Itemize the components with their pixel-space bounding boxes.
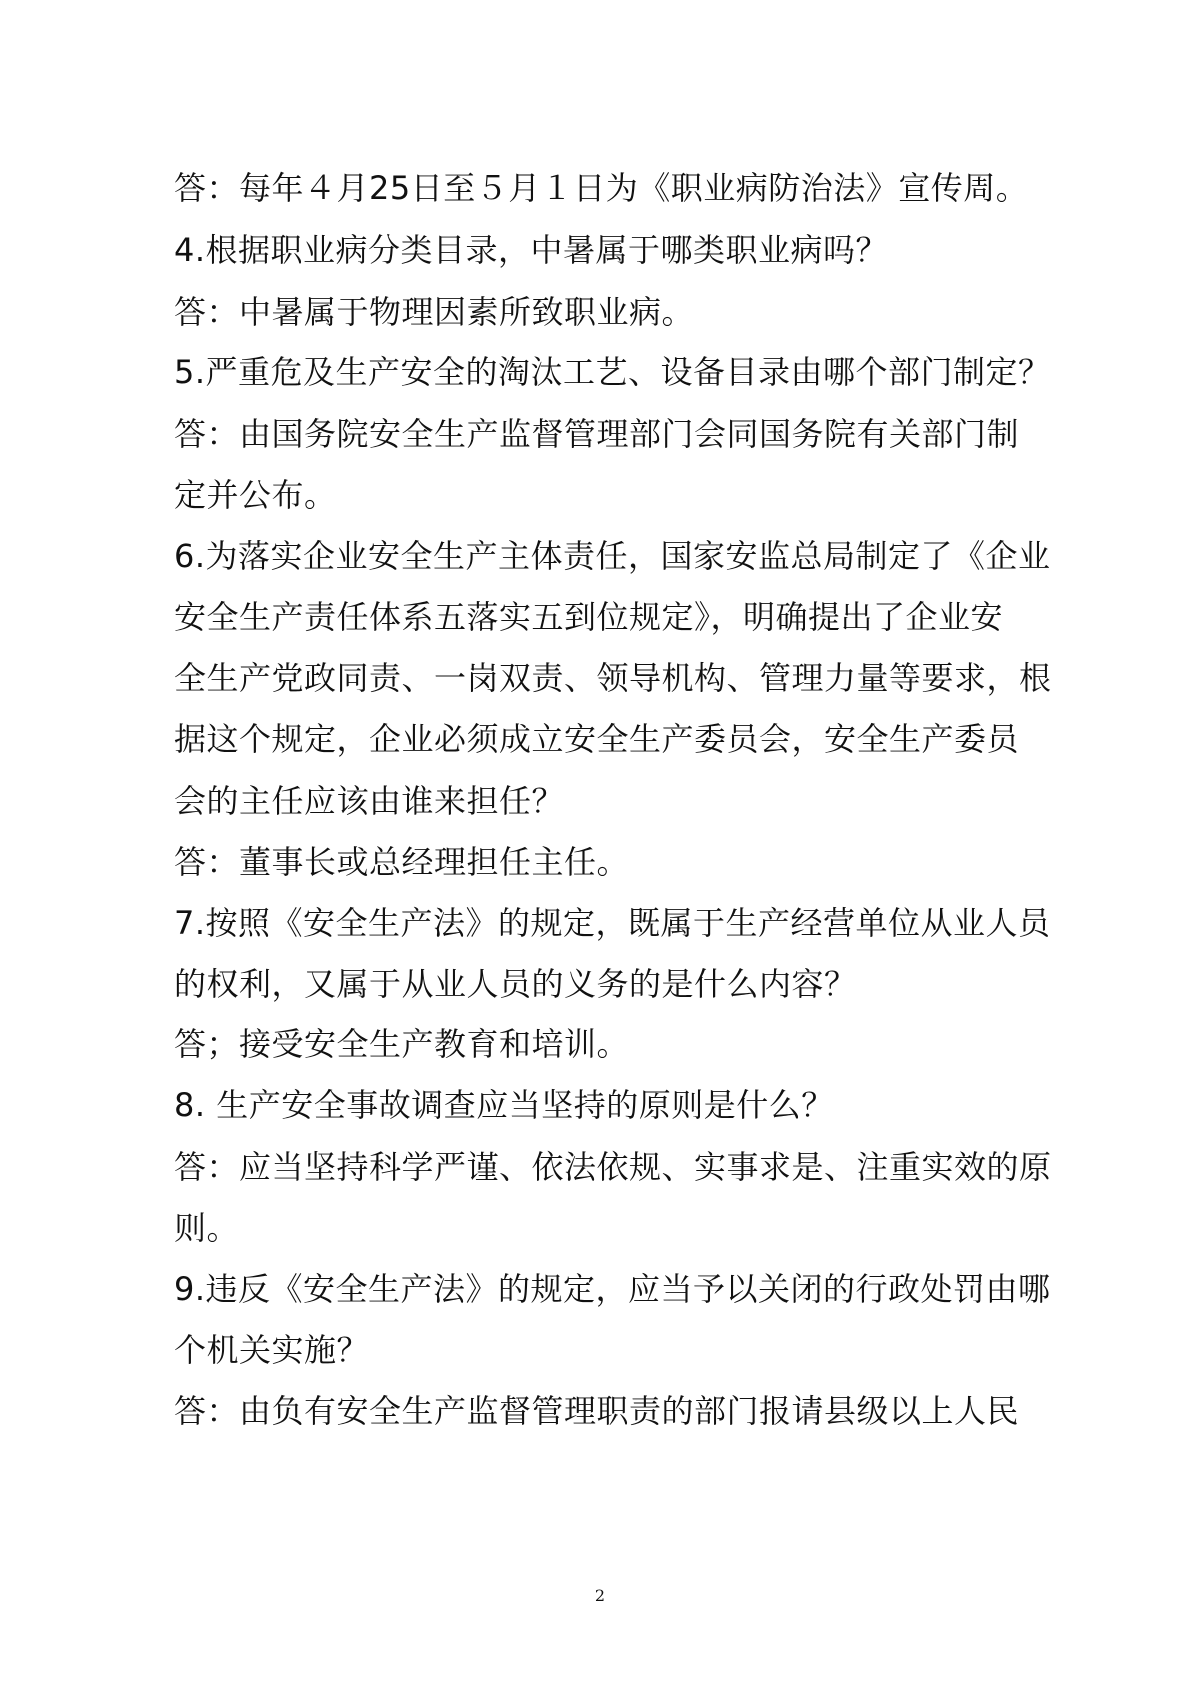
text-line: 据这个规定，企业必须成立安全生产委员会，安全生产委员 [174,720,1020,758]
text-line: 定并公布。 [174,476,337,514]
text-line: 答：由国务院安全生产监督管理部门会同国务院有关部门制 [174,415,1020,453]
page-number: 2 [594,1586,606,1605]
text-line: 8. 生产安全事故调查应当坚持的原则是什么？ [174,1086,834,1124]
text-line: 答；接受安全生产教育和培训。 [174,1025,630,1063]
text-line: 4.根据职业病分类目录，中暑属于哪类职业病吗？ [174,231,889,269]
text-line: 7.按照《安全生产法》的规定，既属于生产经营单位从业人员 [174,904,1051,942]
text-line: 答：董事长或总经理担任主任。 [174,843,630,881]
text-line: 6.为落实企业安全生产主体责任，国家安监总局制定了《企业 [174,537,1051,575]
text-line: 个机关实施？ [174,1331,370,1369]
text-line: 全生产党政同责、一岗双责、领导机构、管理力量等要求，根 [174,659,1052,697]
text-line: 答：应当坚持科学严谨、依法依规、实事求是、注重实效的原 [174,1148,1052,1186]
text-line: 答：由负有安全生产监督管理职责的部门报请县级以上人民 [174,1392,1020,1430]
text-line: 的权利，又属于从业人员的义务的是什么内容？ [174,965,857,1003]
text-line: 会的主任应该由谁来担任？ [174,782,565,820]
text-line: 则。 [174,1209,240,1247]
text-line: 答：每年４月25日至５月１日为《职业病防治法》宣传周。 [174,169,1029,207]
text-line: 安全生产责任体系五落实五到位规定》，明确提出了企业安 [174,598,1004,636]
text-line: 答：中暑属于物理因素所致职业病。 [174,293,695,331]
text-line: 5.严重危及生产安全的淘汰工艺、设备目录由哪个部门制定？ [174,353,1051,391]
text-line: 9.违反《安全生产法》的规定，应当予以关闭的行政处罚由哪 [174,1270,1051,1308]
